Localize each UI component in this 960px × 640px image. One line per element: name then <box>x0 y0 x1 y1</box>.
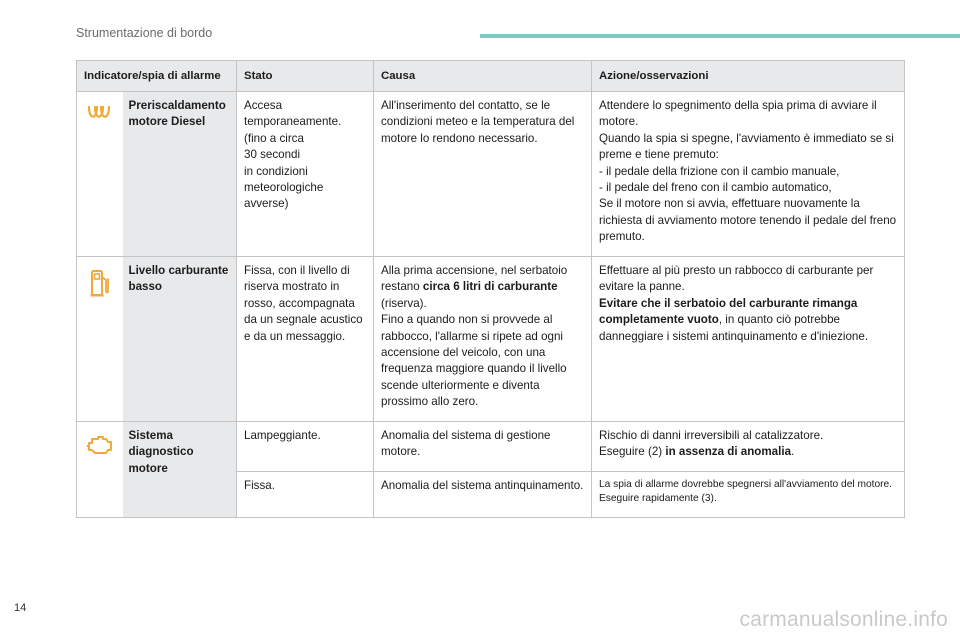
stato-cell <box>237 257 374 422</box>
indicator-name: Preriscaldamento motore Diesel <box>123 92 237 257</box>
azione-cell <box>592 471 905 517</box>
azione-text: Effettuare al più presto un rabbocco di carburante per evitare la panne. <box>599 264 874 294</box>
azione-text-bold: Evitare che il serbatoio del carburante rimanga completamente vuoto <box>599 296 858 327</box>
column-header-stato: Stato <box>237 61 374 92</box>
running-header: Strumentazione di bordo <box>76 26 213 40</box>
azione-cell <box>592 257 905 422</box>
icon-cell <box>77 257 123 422</box>
indicator-name: Livello carburante basso <box>123 257 237 422</box>
table-header-row <box>77 61 905 92</box>
icon-cell <box>77 92 123 257</box>
causa-text: (riserva). Fino a quando non si provvede al rabbocco, l'allarme si ripete ad ogni accensione del veicolo, con una frequenza maggiore quando il livello scende ulteriormente e diventa prossimo allo zero. <box>381 296 567 409</box>
stato-cell: Lampeggiante. <box>237 422 374 472</box>
azione-text-bold: in assenza di anomalia <box>665 445 792 459</box>
table-row <box>77 92 905 257</box>
column-header-indicator: Indicatore/spia di allarme <box>77 61 237 92</box>
table-row <box>77 422 905 472</box>
azione-cell <box>592 422 905 472</box>
azione-text: La spia di allarme dovrebbe spegnersi all'avviamento del motore. Eseguire rapidamente (3). <box>599 478 893 505</box>
stato-text: Fissa, con il livello di riserva mostrato in rosso, accompagnata da un segnale acustico e da un messaggio. <box>244 264 363 343</box>
azione-text: . <box>791 445 795 459</box>
azione-text: Rischio di danni irreversibili al catalizzatore. Eseguire (2) <box>599 429 824 459</box>
header-accent-bar <box>480 34 960 38</box>
causa-text: All'inserimento del contatto, se le condizioni meteo e la temperatura del motore lo rendono necessario. <box>381 99 575 145</box>
causa-cell <box>374 257 592 422</box>
azione-text: , in quanto ciò potrebbe danneggiare i sistemi antinquinamento e d'iniezione. <box>599 313 869 343</box>
table-row <box>77 257 905 422</box>
glow-plug-icon <box>77 104 123 122</box>
causa-cell <box>374 92 592 257</box>
azione-text: Attendere lo spegnimento della spia prima di avviare il motore. Quando la spia si spegne, l'avviamento è immediato se si preme e tiene premuto: - il pedale della frizione con il cambio manuale, - il pedale del freno con il cambio automatico, Se il motore non si avvia, effettuare nuovamente la richiesta di avviamento motore tenendo il pedale del freno premuto. <box>599 99 897 244</box>
azione-cell <box>592 92 905 257</box>
causa-cell: Anomalia del sistema antinquinamento. <box>374 471 592 517</box>
stato-text: Accesa temporaneamente. (fino a circa 30 secondi in condizioni meteorologiche avverse) <box>244 99 342 211</box>
warning-lights-table <box>76 60 905 518</box>
column-header-causa: Causa <box>374 61 592 92</box>
causa-cell: Anomalia del sistema di gestione motore. <box>374 422 592 472</box>
fuel-pump-icon <box>77 269 123 297</box>
stato-cell: Fissa. <box>237 471 374 517</box>
icon-cell <box>77 422 123 518</box>
causa-text: Alla prima accensione, nel serbatoio restano <box>381 264 568 294</box>
column-header-azione: Azione/osservazioni <box>592 61 905 92</box>
causa-text-bold: circa 6 litri di carburante <box>422 280 558 294</box>
page-number: 14 <box>14 602 27 614</box>
watermark: carmanualsonline.info <box>739 608 948 631</box>
stato-cell <box>237 92 374 257</box>
engine-diagnostic-icon <box>77 434 123 456</box>
indicator-name: Sistema diagnostico motore <box>123 422 237 518</box>
